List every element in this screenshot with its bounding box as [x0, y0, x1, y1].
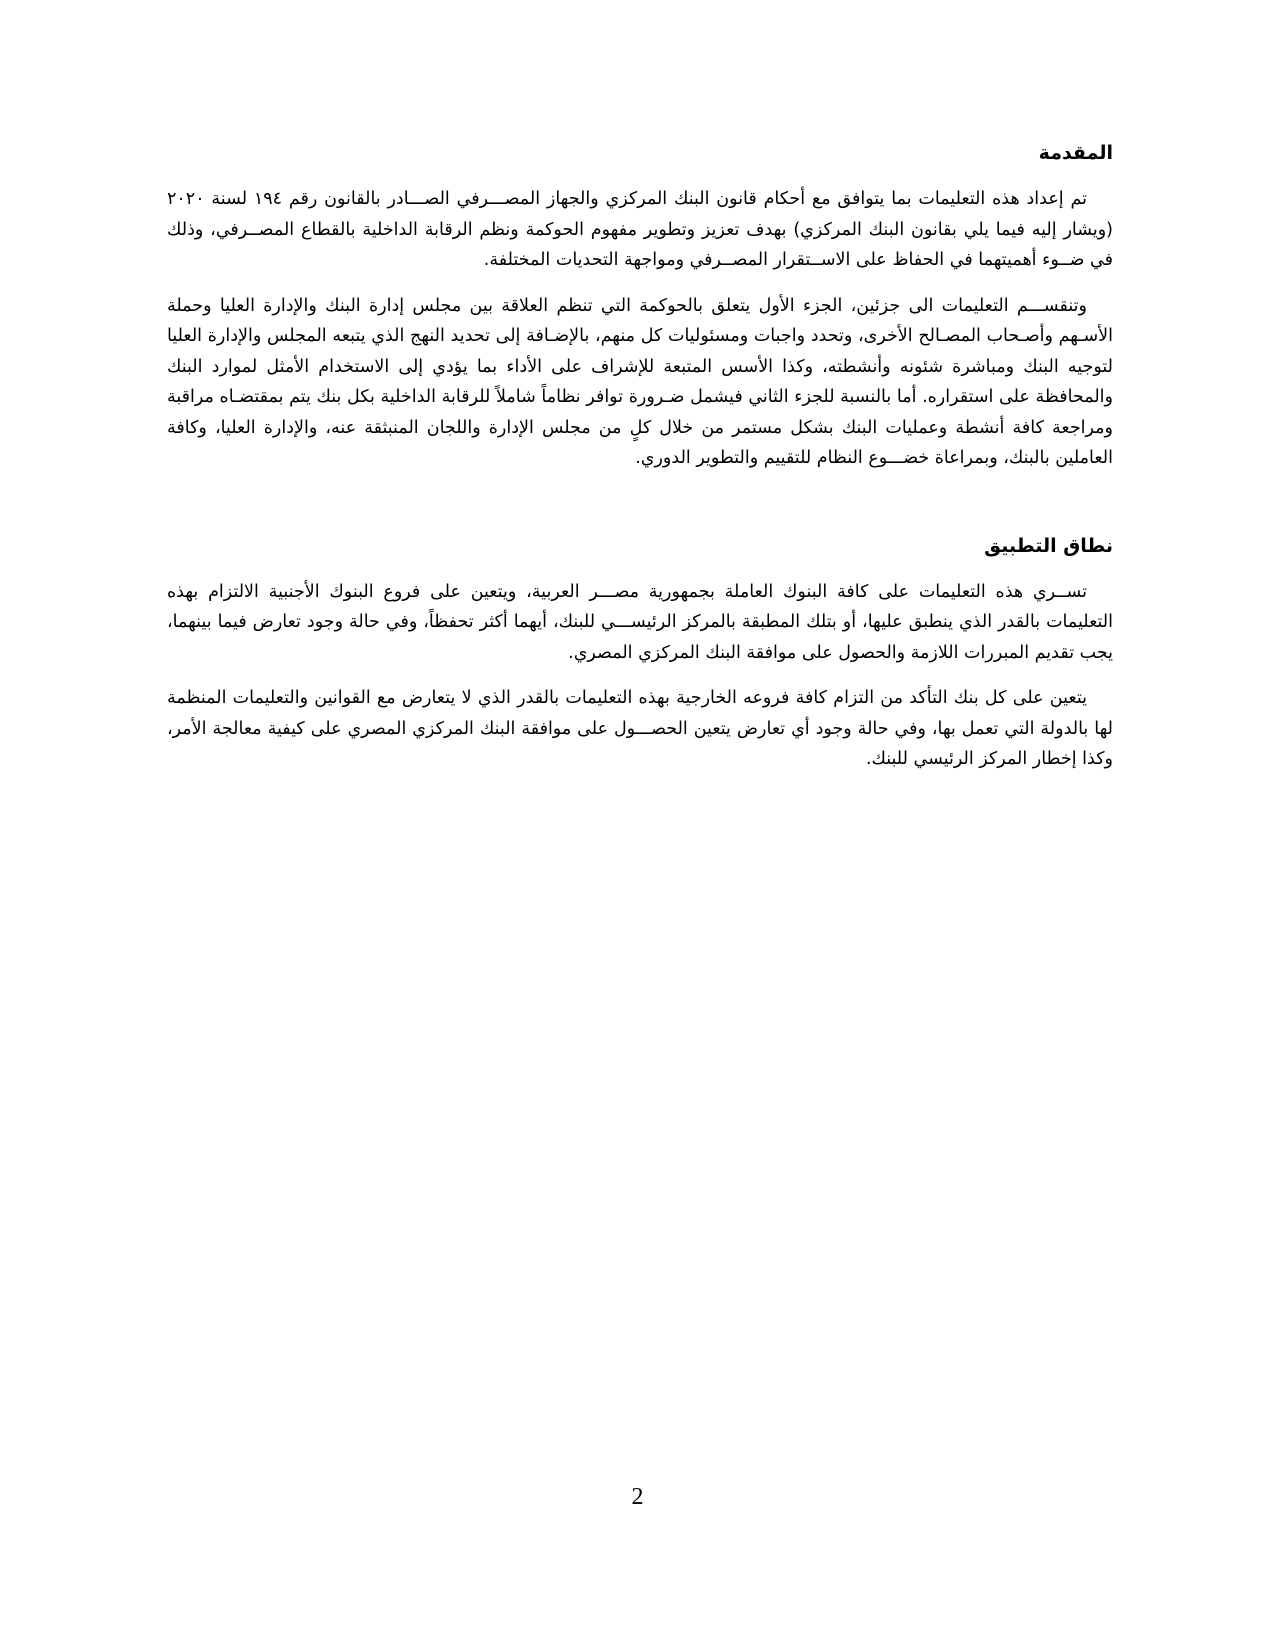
- paragraph: تم إعداد هذه التعليمات بما يتوافق مع أحكام قانون البنك المركزي والجهاز المصـــرفي الصـــادر بالقانون رقم ١٩٤ لسنة ٢٠٢٠ (ويشار إليه فيما يلي بقانون البنك المركزي) بهدف تعزيز وتطوير مفهوم الحوكمة ونظم الرقابة الداخلية بالقطاع المصــرفي، وذلك في ضــوء أهميتهما في الحفاظ على الاســتقرار المصــرفي ومواجهة التحديات المختلفة.: [167, 189, 1113, 270]
- paragraph: تســري هذه التعليمات على كافة البنوك العاملة بجمهورية مصـــر العربية، ويتعين على فروع البنوك الأجنبية الالتزام بهذه التعليمات بالقدر الذي ينطبق عليها، أو بتلك المطبقة بالمركز الرئيســـي للبنك، أيهما أكثر تحفظاً، وفي حالة وجود تعارض فيما بينهما، يجب تقديم المبررات اللازمة والحصول على موافقة البنك المركزي المصري.: [167, 581, 1113, 663]
- section-heading-scope: نطاق التطبيق: [984, 534, 1113, 557]
- section-spacer: [167, 489, 1113, 533]
- document-body: [167, 140, 1113, 790]
- paragraph: يتعين على كل بنك التأكد من التزام كافة فروعه الخارجية بهذه التعليمات بالقدر الذي لا يتعارض مع القوانين والتعليمات المنظمة لها بالدولة التي تعمل بها، وفي حالة وجود أي تعارض يتعين الحصـــول على موافقة البنك المركزي المصري على كيفية معالجة الأمر، وكذا إخطار المركز الرئيسي للبنك.: [167, 688, 1113, 769]
- scope-section: [167, 533, 1113, 775]
- paragraph: وتنقســـم التعليمات الى جزئين، الجزء الأول يتعلق بالحوكمة التي تنظم العلاقة بين مجلس إدارة البنك والإدارة العليا وحملة الأسـهم وأصـحاب المصـالح الأخرى، وتحدد واجبات ومسئوليات كل منهم، بالإضـافة إلى تحديد النهج الذي يتبعه المجلس والإدارة العليا لتوجيه البنك ومباشرة شئونه وأنشطته، وكذا الأسس المتبعة للإشراف على الأداء بما يؤدي إلى الاستخدام الأمثل لموارد البنك والمحافظة على استقراره. أما بالنسبة للجزء الثاني فيشمل ضـرورة توافر نظاماً شاملاً للرقابة الداخلية بكل بنك يتم بمقتضـاه مراقبة ومراجعة كافة أنشطة وعمليات البنك بشكل مستمر من خلال كلٍ من مجلس الإدارة واللجان المنبثقة عنه، والإدارة العليا، وكافة العاملين بالبنك، وبمراعاة خضـــوع النظام للتقييم والتطوير الدوري.: [167, 295, 1113, 468]
- introduction-section: [167, 140, 1113, 474]
- section-heading-introduction: المقدمة: [1038, 142, 1113, 164]
- page-number: 2: [631, 1484, 644, 1510]
